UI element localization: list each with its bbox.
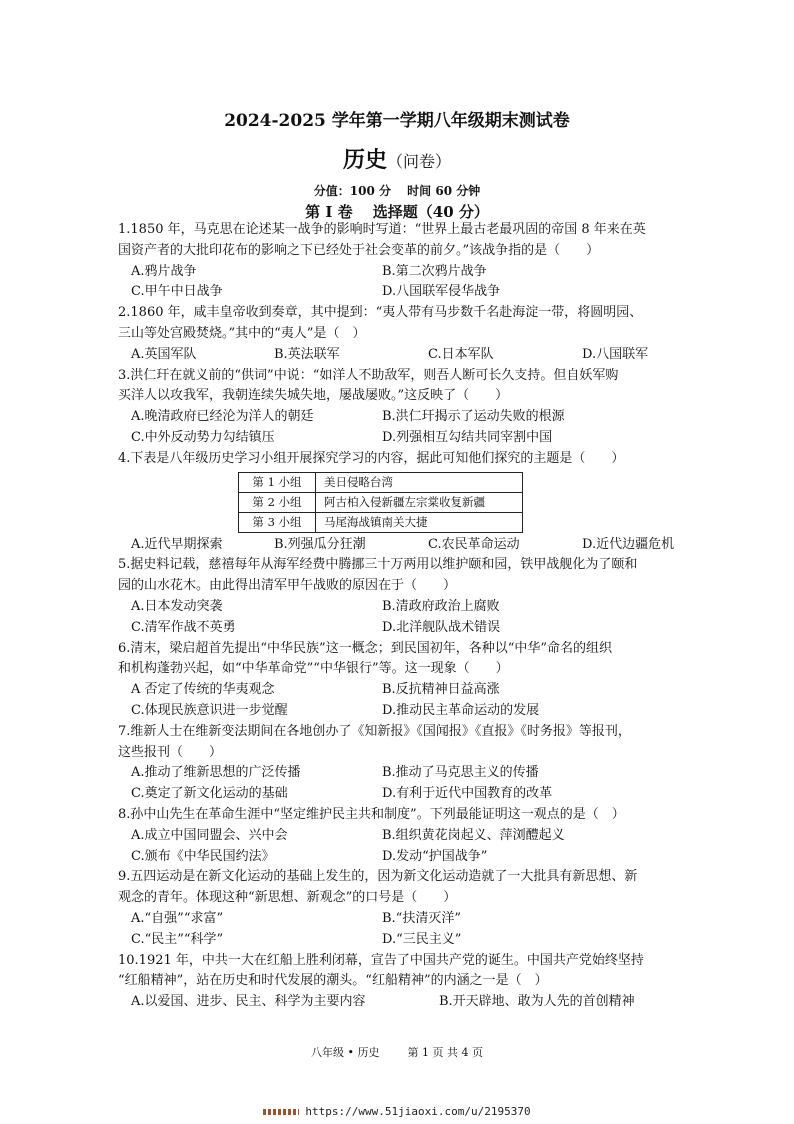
option-c: C.奠定了新文化运动的基础 xyxy=(131,786,288,802)
option-a: A.鸦片战争 xyxy=(131,263,197,279)
option-a: A.英国军队 xyxy=(131,346,197,362)
question-10 xyxy=(118,951,678,1013)
question-text: 这些报刊（ ） xyxy=(118,744,223,760)
question-7 xyxy=(118,722,678,805)
subject-name: 历史 xyxy=(342,147,387,173)
option-c: C.清军作战不英勇 xyxy=(131,619,236,635)
section-heading: 第 I 卷 选择题（40 分） xyxy=(305,203,489,221)
option-b: B.第二次鸦片战争 xyxy=(382,263,487,279)
question-text: 和机构蓬勃兴起，如“中华革命党”“中华银行”等。这一现象（ ） xyxy=(118,661,509,677)
option-d: D.近代边疆危机 xyxy=(582,536,675,552)
question-1 xyxy=(118,220,678,303)
option-c: C.农民革命运动 xyxy=(428,536,520,552)
option-a: A.日本发动突袭 xyxy=(131,598,223,614)
question-text: 5.据史料记载，慈禧每年从海军经费中腾挪三十万两用以维护颐和园，铁甲战舰化为了颐和 xyxy=(118,557,638,573)
option-b: B.列强瓜分狂潮 xyxy=(274,536,366,552)
watermark-logo-icon xyxy=(263,1109,299,1115)
question-text: 1.1850 年，马克思在论述某一战争的影响时写道：“世界上最古老最巩固的帝国 8 年来在英 xyxy=(118,222,646,237)
question-text: 7.维新人士在维新变法期间在各地创办了《知新报》《国闻报》《直报》《时务报》等报刊， xyxy=(118,723,631,739)
table-cell: 美日侵略台湾 xyxy=(316,472,523,492)
question-text: 4.下表是八年级历史学习小组开展探究学习的内容，据此可知他们探究的主题是（ ） xyxy=(118,450,625,466)
option-a: A.“自强”“求富” xyxy=(131,910,224,926)
question-text: “红船精神”，站在历史和时代发展的潮头。“红船精神”的内涵之一是（ ） xyxy=(118,973,548,989)
question-text: 8.孙中山先生在革命生涯中“坚定维护民主共和制度”。下列最能证明这一观点的是（ ） xyxy=(118,806,625,822)
table-cell: 阿古柏入侵新疆左宗棠收复新疆 xyxy=(316,492,523,512)
question-text: 观念的青年。体现这种“新思想、新观念”的口号是（ ） xyxy=(118,890,457,906)
option-b: B.清政府政治上腐败 xyxy=(382,598,500,614)
option-c: C.甲午中日战争 xyxy=(131,284,223,300)
subject-note: （问卷） xyxy=(387,152,452,171)
table-row xyxy=(239,472,523,492)
option-a: A.近代早期探索 xyxy=(131,536,223,552)
question-list xyxy=(118,220,678,1013)
table-cell: 第 2 小组 xyxy=(239,492,316,512)
question-text: 10.1921 年，中共一大在红船上胜利闭幕，宣告了中国共产党的诞生。中国共产党始终坚持 xyxy=(118,952,644,968)
option-b: B.英法联军 xyxy=(274,346,340,362)
page-footer xyxy=(0,1044,794,1060)
option-a: A.成立中国同盟会、兴中会 xyxy=(131,827,288,843)
footer-grade: 八年级 • 历史 xyxy=(311,1046,380,1059)
option-b: B.推动了马克思主义的传播 xyxy=(382,765,539,781)
subject-heading xyxy=(0,143,794,174)
question-text: 2.1860 年，咸丰皇帝收到奏章，其中提到：“夷人带有马步数千名赴海淀一带，将圆明园、 xyxy=(118,305,643,321)
option-b: B.开天辟地、敢为人先的首创精神 xyxy=(439,994,635,1010)
option-c: C.日本军队 xyxy=(428,346,494,362)
table-cell: 第 1 小组 xyxy=(239,472,316,492)
question-5 xyxy=(118,555,678,638)
option-c: C.颁布《中华民国约法》 xyxy=(131,848,275,864)
table-cell: 马尾海战镇南关大捷 xyxy=(316,512,523,532)
option-a: A.以爱国、进步、民主、科学为主要内容 xyxy=(131,994,366,1010)
option-d: D.有利于近代中国教育的改革 xyxy=(382,786,553,802)
question-text: 买洋人以攻我军，我朝连续失城失地，屡战屡败。”这反映了（ ） xyxy=(118,388,509,404)
option-c: C.“民主”“科学” xyxy=(131,931,224,947)
exam-title: 2024-2025 学年第一学期八年级期末测试卷 xyxy=(224,111,570,131)
option-a: A.推动了维新思想的广泛传播 xyxy=(131,765,301,781)
option-b: B.反抗精神日益高涨 xyxy=(382,682,500,698)
table-cell: 第 3 小组 xyxy=(239,512,316,532)
question-4 xyxy=(118,449,678,556)
option-d: D.北洋舰队战术错误 xyxy=(382,619,501,635)
footer-page-number: 第 1 页 共 4 页 xyxy=(407,1046,483,1059)
question-text: 9.五四运动是在新文化运动的基础上发生的，因为新文化运动造就了一大批具有新思想、新 xyxy=(118,869,638,885)
option-d: D.推动民主革命运动的发展 xyxy=(382,702,540,718)
question-8 xyxy=(118,805,678,867)
option-d: D.列强相互勾结共同宰割中国 xyxy=(382,429,553,445)
option-b: B.“扶清灭洋” xyxy=(382,910,461,926)
watermark xyxy=(0,1105,794,1118)
watermark-url[interactable]: https://www.51jiaoxi.com/u/2195370 xyxy=(305,1105,531,1118)
question-text: 3.洪仁玕在就义前的“供词”中说：“如洋人不助敌军，则吾人断可长久支持。但自妖军购 xyxy=(118,367,619,383)
option-d: D.八国联军侵华战争 xyxy=(382,284,501,300)
option-d: D.发动“护国战争” xyxy=(382,848,488,864)
question-9 xyxy=(118,867,678,950)
question-text: 三山等处宫殿焚烧。”其中的“夷人”是（ ） xyxy=(118,325,366,341)
option-a: A.晚清政府已经沦为洋人的朝廷 xyxy=(131,409,314,425)
option-d: D.八国联军 xyxy=(582,346,649,362)
question-6 xyxy=(118,639,678,722)
group-table xyxy=(238,472,523,533)
option-c: C.体现民族意识进一步觉醒 xyxy=(131,702,288,718)
table-row xyxy=(239,492,523,512)
table-row xyxy=(239,512,523,532)
option-b: B.洪仁玕揭示了运动失败的根源 xyxy=(382,409,565,425)
question-text: 园的山水花木。由此得出清军甲午战败的原因在于（ ） xyxy=(118,578,457,594)
option-d: D.“三民主义” xyxy=(382,931,462,947)
question-2 xyxy=(118,303,678,365)
option-b: B.组织黄花岗起义、萍浏醴起义 xyxy=(382,827,565,843)
option-c: C.中外反动势力勾结镇压 xyxy=(131,429,275,445)
option-a: A 否定了传统的华夷观念 xyxy=(131,682,275,698)
question-3 xyxy=(118,366,678,449)
score-time-info: 分值：100 分 时间 60 分钟 xyxy=(313,184,481,198)
question-text: 国资产者的大批印花布的影响之下已经处于社会变革的前夕。”该战争指的是（ ） xyxy=(118,242,600,258)
question-text: 6.清末，梁启超首先提出“中华民族”这一概念；到民国初年，各种以“中华”命名的组织 xyxy=(118,640,612,656)
